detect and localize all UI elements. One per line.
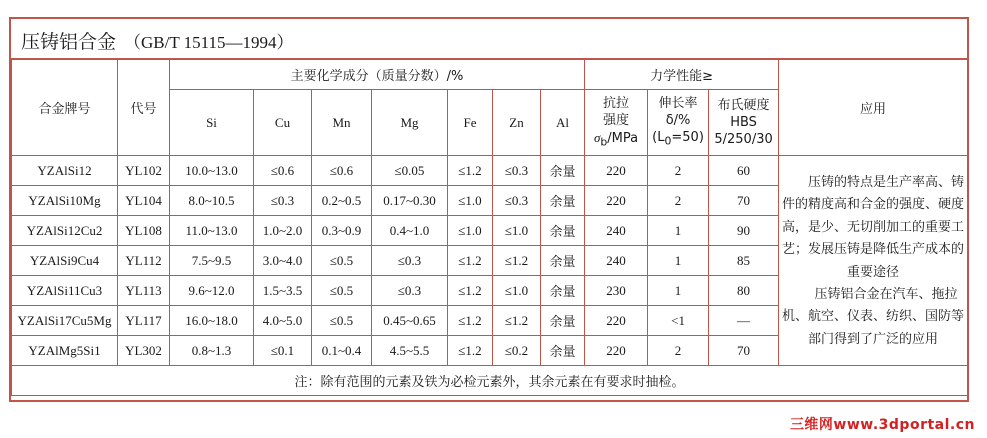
cell-hardness: 90 xyxy=(709,216,779,246)
hardness-line-1: 布氏硬度 xyxy=(717,98,770,113)
cell-fe: ≤1.2 xyxy=(448,276,493,306)
cell-alloy-grade: YZAlSi11Cu3 xyxy=(12,276,118,306)
header-tensile-strength xyxy=(585,90,648,156)
tensile-line-3 xyxy=(585,129,647,151)
cell-cu: 1.5~3.5 xyxy=(254,276,312,306)
cell-mg: ≤0.3 xyxy=(372,276,448,306)
cell-tensile: 220 xyxy=(585,336,648,366)
alloy-table xyxy=(11,59,968,396)
header-mechanical: 力学性能≥ xyxy=(585,60,779,90)
cell-alloy-grade: YZAlMg5Si1 xyxy=(12,336,118,366)
cell-al: 余量 xyxy=(541,156,585,186)
cell-code: YL102 xyxy=(118,156,170,186)
cell-mn: 0.2~0.5 xyxy=(312,186,372,216)
header-code: 代号 xyxy=(118,60,170,156)
cell-fe: ≤1.2 xyxy=(448,306,493,336)
header-element-si: Si xyxy=(170,90,254,156)
cell-si: 11.0~13.0 xyxy=(170,216,254,246)
cell-mg: 4.5~5.5 xyxy=(372,336,448,366)
header-element-zn: Zn xyxy=(493,90,541,156)
cell-al: 余量 xyxy=(541,186,585,216)
cell-si: 0.8~1.3 xyxy=(170,336,254,366)
cell-hardness: 60 xyxy=(709,156,779,186)
elong-gauge-prefix: (L xyxy=(652,130,665,146)
cell-zn: ≤0.3 xyxy=(493,156,541,186)
cell-tensile: 240 xyxy=(585,246,648,276)
cell-si: 8.0~10.5 xyxy=(170,186,254,216)
header-alloy-grade: 合金牌号 xyxy=(12,60,118,156)
title-main: 压铸铝合金 xyxy=(21,31,117,53)
cell-al: 余量 xyxy=(541,306,585,336)
cell-fe: ≤1.0 xyxy=(448,216,493,246)
page-title xyxy=(21,27,294,54)
cell-application xyxy=(779,156,968,366)
cell-hardness: 85 xyxy=(709,246,779,276)
header-element-cu: Cu xyxy=(254,90,312,156)
cell-elongation: 2 xyxy=(648,336,709,366)
header-composition: 主要化学成分（质量分数）/% xyxy=(170,60,585,90)
cell-si: 7.5~9.5 xyxy=(170,246,254,276)
cell-cu: ≤0.1 xyxy=(254,336,312,366)
cell-mg: 0.17~0.30 xyxy=(372,186,448,216)
table-frame xyxy=(9,17,969,402)
cell-si: 16.0~18.0 xyxy=(170,306,254,336)
title-standard: （GB/T 15115—1994） xyxy=(124,33,294,52)
note-row xyxy=(12,366,968,396)
cell-hardness: — xyxy=(709,306,779,336)
cell-code: YL108 xyxy=(118,216,170,246)
cell-elongation: 2 xyxy=(648,156,709,186)
cell-hardness: 70 xyxy=(709,336,779,366)
header-element-mg: Mg xyxy=(372,90,448,156)
cell-fe: ≤1.2 xyxy=(448,246,493,276)
cell-mg: 0.4~1.0 xyxy=(372,216,448,246)
cell-al: 余量 xyxy=(541,276,585,306)
cell-fe: ≤1.2 xyxy=(448,336,493,366)
header-element-al: Al xyxy=(541,90,585,156)
cell-alloy-grade: YZAlSi12 xyxy=(12,156,118,186)
cell-zn: ≤1.2 xyxy=(493,306,541,336)
cell-mg: ≤0.05 xyxy=(372,156,448,186)
application-paragraph-1: 压铸的特点是生产率高、铸件的精度高和合金的强度、硬度高，是少、无切削加工的重要工艺；发展压铸是降低生产成本的重要途径 xyxy=(782,173,965,279)
cell-code: YL104 xyxy=(118,186,170,216)
cell-hardness: 70 xyxy=(709,186,779,216)
watermark-text: 三维网www.3dportal.cn xyxy=(789,417,975,433)
cell-zn: ≤0.3 xyxy=(493,186,541,216)
cell-hardness: 80 xyxy=(709,276,779,306)
tensile-line-1: 抗拉 xyxy=(603,95,630,111)
cell-tensile: 220 xyxy=(585,186,648,216)
cell-mg: 0.45~0.65 xyxy=(372,306,448,336)
elong-line-3 xyxy=(648,129,708,150)
cell-al: 余量 xyxy=(541,336,585,366)
cell-zn: ≤1.0 xyxy=(493,216,541,246)
cell-code: YL302 xyxy=(118,336,170,366)
hardness-line-3: 5/250/30 xyxy=(714,132,773,147)
cell-cu: 3.0~4.0 xyxy=(254,246,312,276)
cell-tensile: 240 xyxy=(585,216,648,246)
table-row xyxy=(12,156,968,186)
cell-cu: 4.0~5.0 xyxy=(254,306,312,336)
cell-al: 余量 xyxy=(541,216,585,246)
cell-fe: ≤1.2 xyxy=(448,156,493,186)
cell-code: YL113 xyxy=(118,276,170,306)
cell-mg: ≤0.3 xyxy=(372,246,448,276)
elong-gauge-subscript: 0 xyxy=(664,134,672,148)
cell-tensile: 230 xyxy=(585,276,648,306)
cell-fe: ≤1.0 xyxy=(448,186,493,216)
cell-cu: ≤0.6 xyxy=(254,156,312,186)
cell-alloy-grade: YZAlSi17Cu5Mg xyxy=(12,306,118,336)
cell-mn: 0.3~0.9 xyxy=(312,216,372,246)
elong-line-1: 伸长率 xyxy=(658,96,698,112)
sigma-subscript: b xyxy=(600,135,608,149)
cell-tensile: 220 xyxy=(585,306,648,336)
cell-si: 10.0~13.0 xyxy=(170,156,254,186)
cell-code: YL117 xyxy=(118,306,170,336)
cell-zn: ≤1.2 xyxy=(493,246,541,276)
application-paragraph-2: 压铸铝合金在汽车、拖拉机、航空、仪表、纺织、国防等部门得到了广泛的应用 xyxy=(782,285,965,346)
cell-elongation: 2 xyxy=(648,186,709,216)
cell-mn: ≤0.6 xyxy=(312,156,372,186)
cell-mn: ≤0.5 xyxy=(312,246,372,276)
cell-zn: ≤1.0 xyxy=(493,276,541,306)
cell-mn: ≤0.5 xyxy=(312,306,372,336)
cell-elongation: <1 xyxy=(648,306,709,336)
cell-zn: ≤0.2 xyxy=(493,336,541,366)
tensile-line-2: 强度 xyxy=(603,112,630,128)
cell-alloy-grade: YZAlSi9Cu4 xyxy=(12,246,118,276)
cell-al: 余量 xyxy=(541,246,585,276)
header-element-mn: Mn xyxy=(312,90,372,156)
cell-tensile: 220 xyxy=(585,156,648,186)
hardness-line-2: HBS xyxy=(730,115,757,130)
header-elongation xyxy=(648,90,709,156)
cell-cu: ≤0.3 xyxy=(254,186,312,216)
cell-cu: 1.0~2.0 xyxy=(254,216,312,246)
elong-gauge-suffix: =50) xyxy=(671,130,704,146)
title-bar xyxy=(11,19,967,59)
table-note: 注：除有范围的元素及铁为必检元素外，其余元素在有要求时抽检。 xyxy=(12,366,968,396)
cell-code: YL112 xyxy=(118,246,170,276)
cell-mn: ≤0.5 xyxy=(312,276,372,306)
elong-line-2: δ/% xyxy=(665,113,691,129)
cell-alloy-grade: YZAlSi10Mg xyxy=(12,186,118,216)
cell-si: 9.6~12.0 xyxy=(170,276,254,306)
header-application: 应用 xyxy=(779,60,968,156)
cell-elongation: 1 xyxy=(648,276,709,306)
cell-elongation: 1 xyxy=(648,216,709,246)
header-element-fe: Fe xyxy=(448,90,493,156)
cell-elongation: 1 xyxy=(648,246,709,276)
sigma-symbol: σ xyxy=(593,129,601,145)
cell-alloy-grade: YZAlSi12Cu2 xyxy=(12,216,118,246)
header-hardness xyxy=(709,90,779,156)
tensile-unit: /MPa xyxy=(607,130,639,146)
cell-mn: 0.1~0.4 xyxy=(312,336,372,366)
